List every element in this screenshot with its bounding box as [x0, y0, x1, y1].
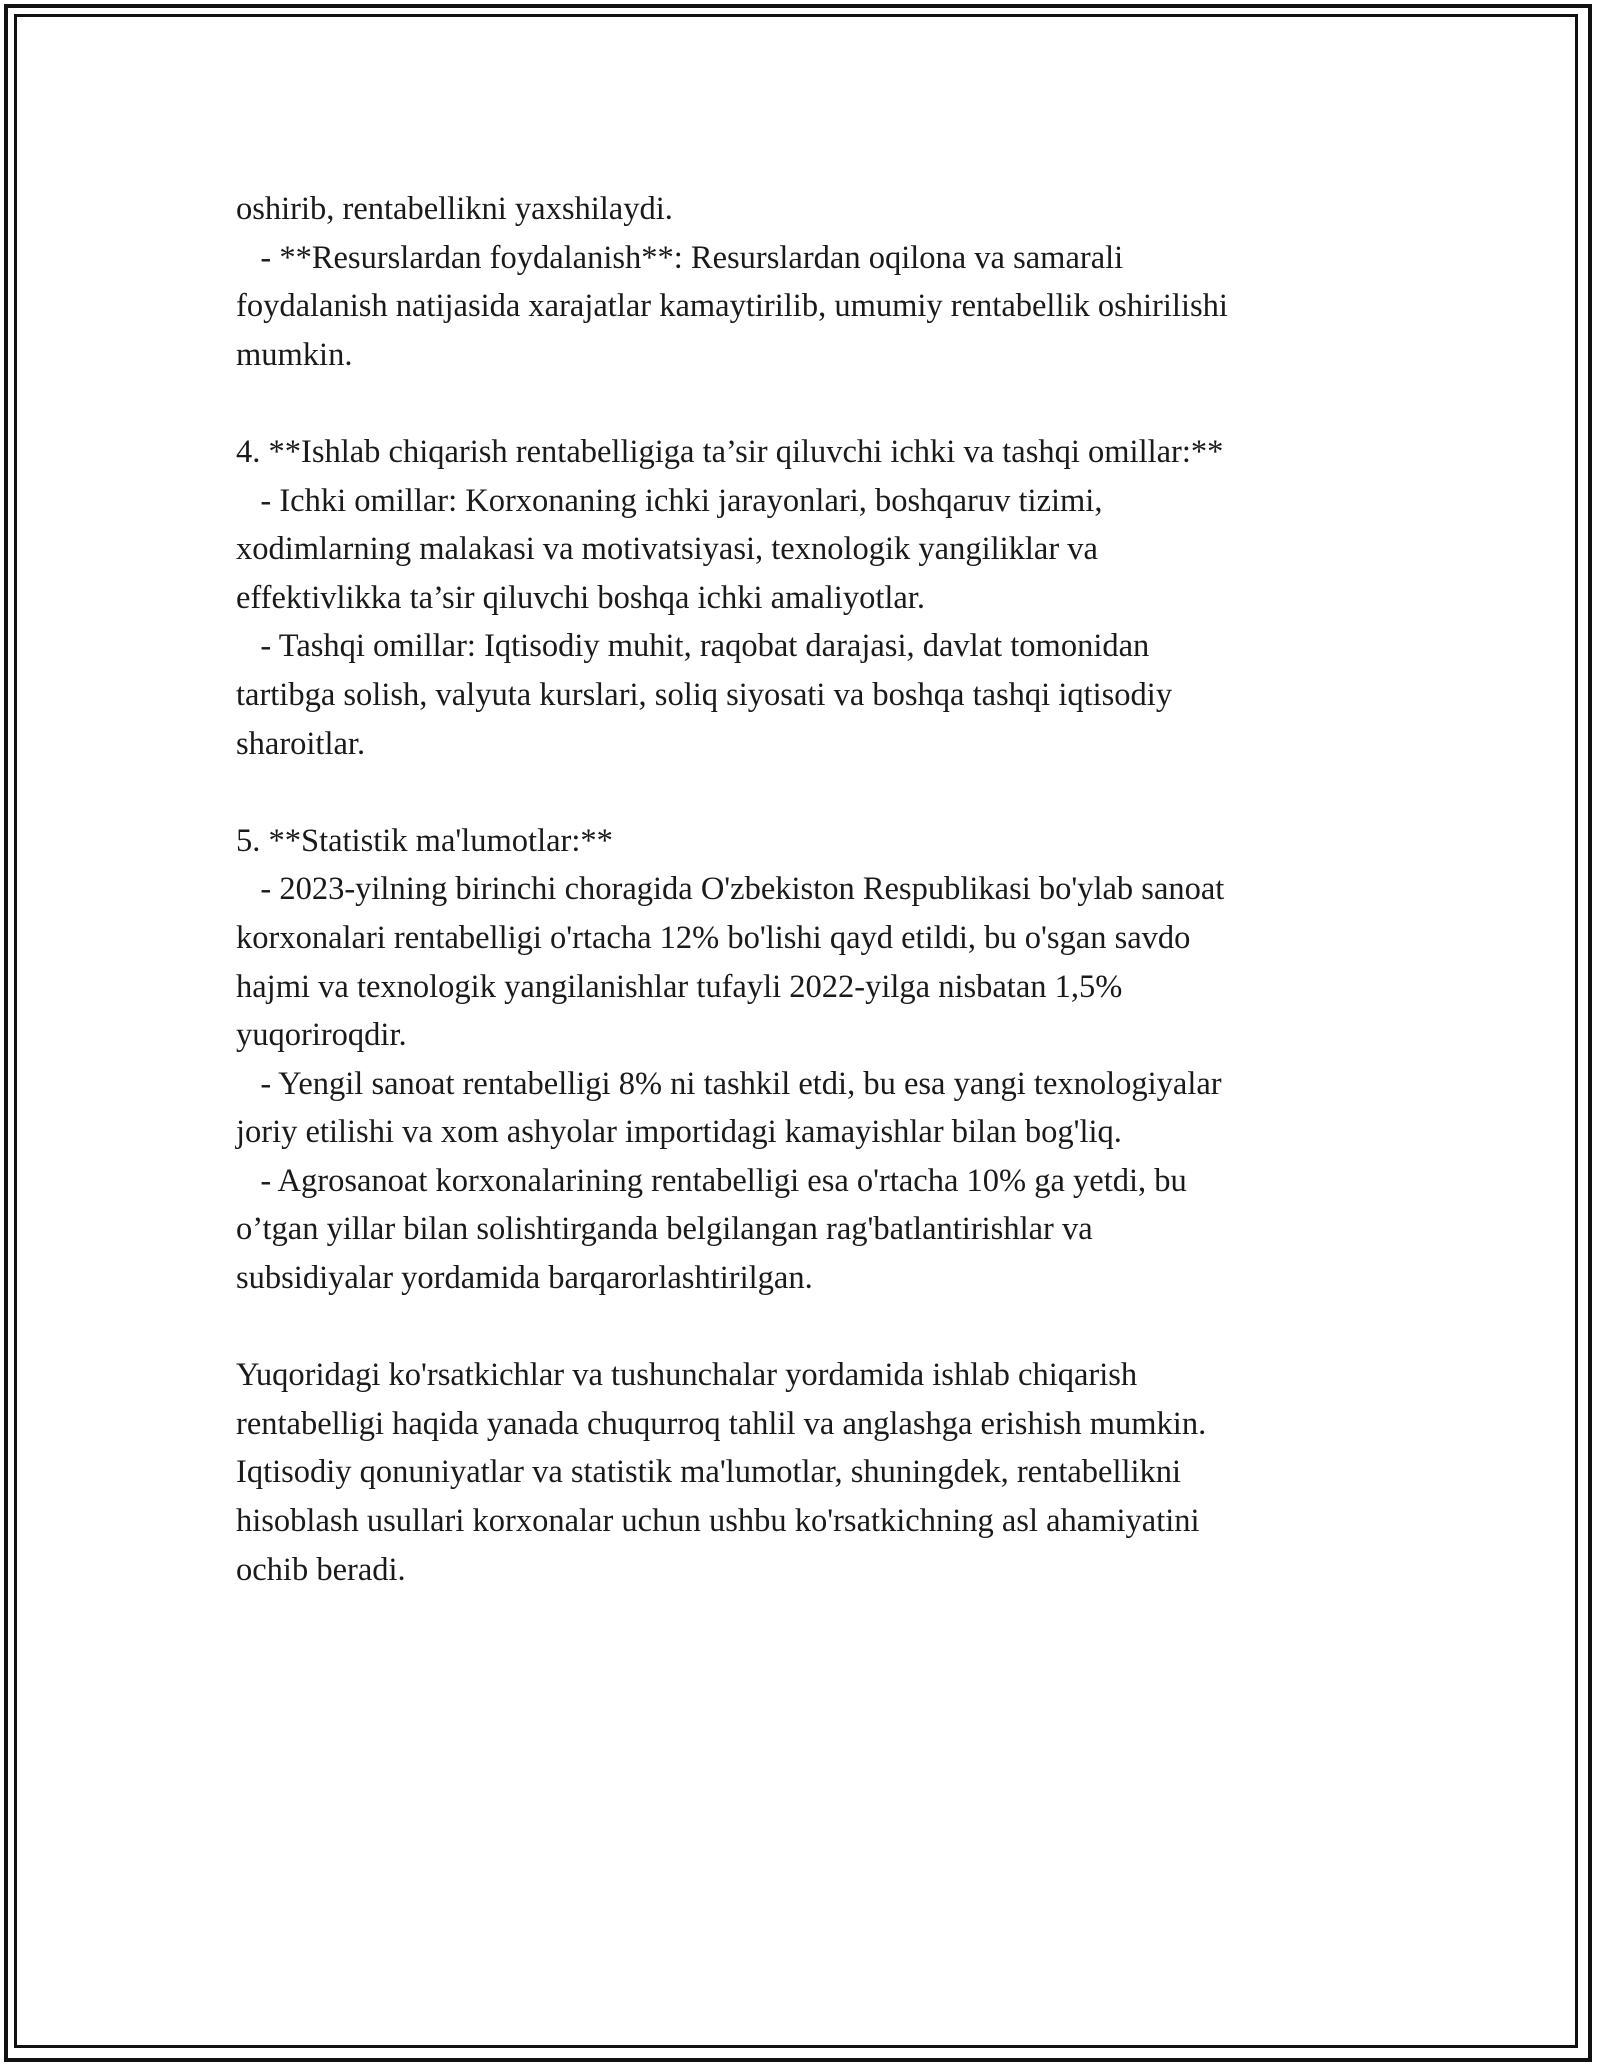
- text-line: foydalanish natijasida xarajatlar kamaytirilib, umumiy rentabellik oshirilishi: [236, 288, 1228, 325]
- text-line: sharoitlar.: [236, 725, 366, 762]
- blank-line: [236, 379, 1376, 428]
- text-line: - Ichki omillar: Korxonaning ichki jarayonlari, boshqaruv tizimi,: [236, 482, 1103, 519]
- text-line: Iqtisodiy qonuniyatlar va statistik ma'lumotlar, shuningdek, rentabellikni: [236, 1454, 1182, 1491]
- blank-line: [236, 1303, 1376, 1352]
- text-line: yuqoriroqdir.: [236, 1017, 407, 1054]
- text-line: ochib beradi.: [236, 1551, 406, 1588]
- text-line: - 2023-yilning birinchi choragida O'zbekiston Respublikasi bo'ylab sanoat: [236, 871, 1225, 908]
- section-heading: 4. **Ishlab chiqarish rentabelligiga ta’sir qiluvchi ichki va tashqi omillar:**: [236, 433, 1224, 470]
- text-line: hajmi va texnologik yangilanishlar tufayli 2022-yilga nisbatan 1,5%: [236, 968, 1123, 1005]
- text-line: - Tashqi omillar: Iqtisodiy muhit, raqobat darajasi, davlat tomonidan: [236, 628, 1150, 665]
- text-line: mumkin.: [236, 336, 353, 373]
- text-line: rentabelligi haqida yanada chuqurroq tahlil va anglashga erishish mumkin.: [236, 1405, 1207, 1442]
- text-line: o’tgan yillar bilan solishtirganda belgilangan rag'batlantirishlar va: [236, 1211, 1093, 1248]
- text-line: effektivlikka ta’sir qiluvchi boshqa ichki amaliyotlar.: [236, 579, 925, 616]
- text-line: subsidiyalar yordamida barqarorlashtirilgan.: [236, 1260, 813, 1297]
- text-line: korxonalari rentabelligi o'rtacha 12% bo'lishi qayd etildi, bu o'sgan savdo: [236, 919, 1191, 956]
- text-line: oshirib, rentabellikni yaxshilaydi.: [236, 191, 673, 227]
- blank-line: [236, 768, 1376, 817]
- text-line: tartibga solish, valyuta kurslari, soliq siyosati va boshqa tashqi iqtisodiy: [236, 676, 1173, 713]
- text-line: Yuqoridagi ko'rsatkichlar va tushunchalar yordamida ishlab chiqarish: [236, 1357, 1138, 1394]
- text-line: joriy etilishi va xom ashyolar importidagi kamayishlar bilan bog'liq.: [236, 1114, 1122, 1151]
- text-line: - Yengil sanoat rentabelligi 8% ni tashkil etdi, bu esa yangi texnologiyalar: [236, 1065, 1222, 1102]
- text-line: - Agrosanoat korxonalarining rentabelligi esa o'rtacha 10% ga yetdi, bu: [236, 1162, 1187, 1199]
- text-line: hisoblash usullari korxonalar uchun ushbu ko'rsatkichning asl ahamiyatini: [236, 1503, 1200, 1540]
- section-heading: 5. **Statistik ma'lumotlar:**: [236, 822, 613, 859]
- text-line: - **Resurslardan foydalanish**: Resurslardan oqilona va samarali: [236, 239, 1124, 276]
- document-body: [236, 185, 1376, 1594]
- text-line: xodimlarning malakasi va motivatsiyasi, texnologik yangiliklar va: [236, 531, 1098, 568]
